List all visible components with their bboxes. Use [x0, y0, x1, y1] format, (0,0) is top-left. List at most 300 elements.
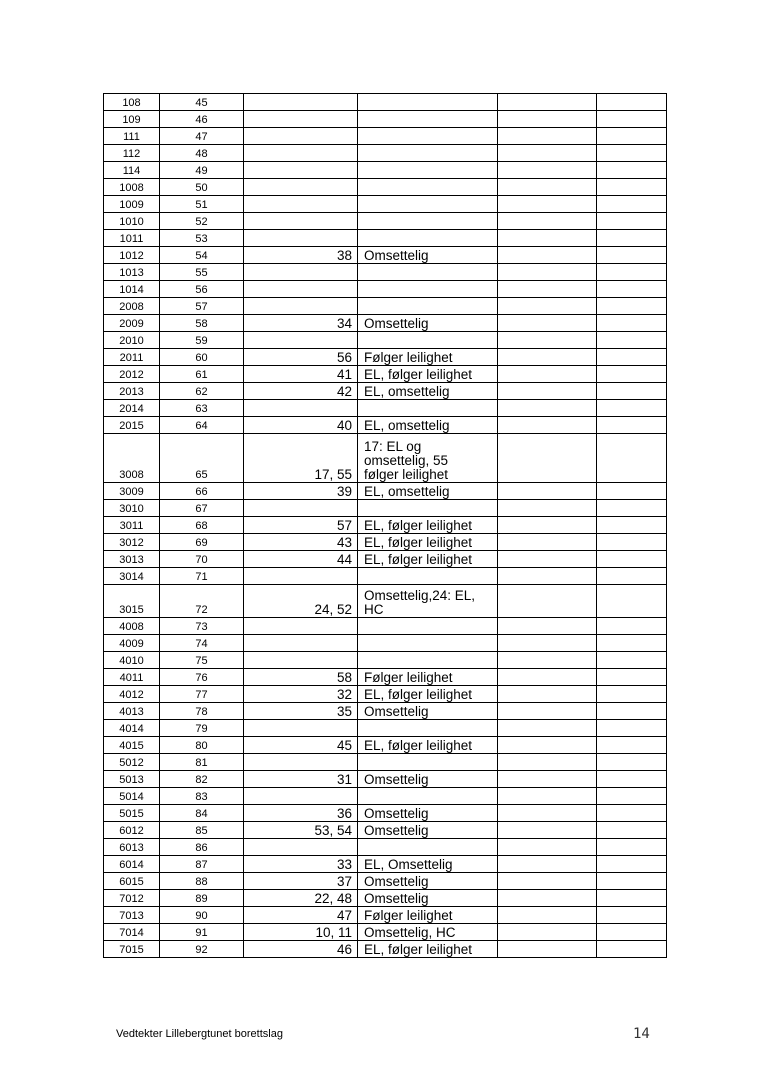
table-row	[104, 315, 667, 332]
number-cell: 45	[160, 94, 244, 111]
space-cell	[244, 196, 358, 213]
empty-cell	[597, 366, 667, 383]
note-cell	[358, 162, 498, 179]
unit-cell: 1008	[104, 179, 160, 196]
table-row	[104, 179, 667, 196]
number-cell: 86	[160, 839, 244, 856]
unit-cell: 3014	[104, 568, 160, 585]
empty-cell	[597, 890, 667, 907]
space-cell	[244, 720, 358, 737]
empty-cell	[597, 230, 667, 247]
space-cell: 40	[244, 417, 358, 434]
empty-cell	[597, 754, 667, 771]
empty-cell	[498, 585, 597, 618]
space-cell: 57	[244, 517, 358, 534]
empty-cell	[498, 686, 597, 703]
unit-cell: 3013	[104, 551, 160, 568]
number-cell: 90	[160, 907, 244, 924]
empty-cell	[597, 551, 667, 568]
empty-cell	[498, 669, 597, 686]
table-row	[104, 856, 667, 873]
note-cell	[358, 196, 498, 213]
empty-cell	[597, 517, 667, 534]
empty-cell	[597, 315, 667, 332]
unit-cell: 2013	[104, 383, 160, 400]
table-row	[104, 483, 667, 500]
space-cell: 47	[244, 907, 358, 924]
table-row	[104, 383, 667, 400]
unit-cell: 4008	[104, 618, 160, 635]
empty-cell	[498, 349, 597, 366]
note-cell	[358, 652, 498, 669]
number-cell: 73	[160, 618, 244, 635]
number-cell: 46	[160, 111, 244, 128]
note-cell: EL, følger leilighet	[358, 551, 498, 568]
table-row	[104, 500, 667, 517]
space-cell: 44	[244, 551, 358, 568]
number-cell: 56	[160, 281, 244, 298]
unit-cell: 4009	[104, 635, 160, 652]
unit-cell: 3012	[104, 534, 160, 551]
empty-cell	[498, 247, 597, 264]
unit-cell: 7013	[104, 907, 160, 924]
space-cell: 58	[244, 669, 358, 686]
note-cell	[358, 720, 498, 737]
number-cell: 58	[160, 315, 244, 332]
unit-cell: 2012	[104, 366, 160, 383]
space-cell: 10, 11	[244, 924, 358, 941]
empty-cell	[597, 805, 667, 822]
number-cell: 68	[160, 517, 244, 534]
note-cell	[358, 618, 498, 635]
empty-cell	[498, 517, 597, 534]
empty-cell	[597, 434, 667, 483]
table-row	[104, 111, 667, 128]
unit-cell: 3010	[104, 500, 160, 517]
empty-cell	[597, 703, 667, 720]
table-row	[104, 568, 667, 585]
note-cell	[358, 568, 498, 585]
space-cell	[244, 230, 358, 247]
table-row	[104, 720, 667, 737]
table-row	[104, 417, 667, 434]
space-cell: 46	[244, 941, 358, 958]
unit-cell: 1011	[104, 230, 160, 247]
table-row	[104, 196, 667, 213]
empty-cell	[498, 822, 597, 839]
number-cell: 76	[160, 669, 244, 686]
note-cell	[358, 635, 498, 652]
table-row	[104, 822, 667, 839]
empty-cell	[498, 366, 597, 383]
note-cell: EL, følger leilighet	[358, 737, 498, 754]
table-row	[104, 534, 667, 551]
empty-cell	[498, 635, 597, 652]
empty-cell	[498, 652, 597, 669]
note-cell	[358, 111, 498, 128]
note-cell	[358, 281, 498, 298]
empty-cell	[597, 720, 667, 737]
number-cell: 65	[160, 434, 244, 483]
empty-cell	[597, 128, 667, 145]
note-cell: Omsettelig	[358, 247, 498, 264]
table-row	[104, 332, 667, 349]
table-row	[104, 264, 667, 281]
space-cell: 24, 52	[244, 585, 358, 618]
number-cell: 64	[160, 417, 244, 434]
unit-cell: 2010	[104, 332, 160, 349]
unit-cell: 1013	[104, 264, 160, 281]
number-cell: 70	[160, 551, 244, 568]
note-cell	[358, 94, 498, 111]
table-row	[104, 281, 667, 298]
unit-cell: 6012	[104, 822, 160, 839]
unit-cell: 6014	[104, 856, 160, 873]
number-cell: 55	[160, 264, 244, 281]
number-cell: 52	[160, 213, 244, 230]
table-row	[104, 434, 667, 483]
unit-cell: 3008	[104, 434, 160, 483]
table-row	[104, 907, 667, 924]
empty-cell	[597, 213, 667, 230]
number-cell: 66	[160, 483, 244, 500]
empty-cell	[498, 383, 597, 400]
empty-cell	[498, 213, 597, 230]
note-cell: 17: EL og omsettelig, 55 følger leilighet	[358, 434, 498, 483]
space-cell: 43	[244, 534, 358, 551]
unit-cell: 2009	[104, 315, 160, 332]
empty-cell	[498, 417, 597, 434]
empty-cell	[498, 534, 597, 551]
table-row	[104, 669, 667, 686]
table-row	[104, 247, 667, 264]
empty-cell	[597, 652, 667, 669]
table-row	[104, 737, 667, 754]
space-cell: 31	[244, 771, 358, 788]
empty-cell	[498, 434, 597, 483]
number-cell: 77	[160, 686, 244, 703]
empty-cell	[498, 856, 597, 873]
unit-cell: 1009	[104, 196, 160, 213]
empty-cell	[498, 315, 597, 332]
note-cell	[358, 213, 498, 230]
note-cell	[358, 298, 498, 315]
note-cell: Omsettelig	[358, 822, 498, 839]
empty-cell	[597, 568, 667, 585]
empty-cell	[498, 400, 597, 417]
unit-cell: 111	[104, 128, 160, 145]
number-cell: 59	[160, 332, 244, 349]
empty-cell	[498, 264, 597, 281]
note-cell	[358, 788, 498, 805]
table-row	[104, 213, 667, 230]
empty-cell	[597, 179, 667, 196]
note-cell: EL, følger leilighet	[358, 941, 498, 958]
note-cell: EL, omsettelig	[358, 483, 498, 500]
number-cell: 80	[160, 737, 244, 754]
note-cell: Følger leilighet	[358, 907, 498, 924]
space-cell	[244, 652, 358, 669]
empty-cell	[597, 298, 667, 315]
empty-cell	[498, 890, 597, 907]
space-cell: 56	[244, 349, 358, 366]
empty-cell	[597, 196, 667, 213]
number-cell: 82	[160, 771, 244, 788]
note-cell	[358, 128, 498, 145]
empty-cell	[498, 805, 597, 822]
empty-cell	[498, 907, 597, 924]
parking-table	[103, 93, 667, 958]
empty-cell	[498, 94, 597, 111]
table-row	[104, 618, 667, 635]
table-row	[104, 788, 667, 805]
number-cell: 57	[160, 298, 244, 315]
space-cell: 39	[244, 483, 358, 500]
space-cell	[244, 635, 358, 652]
empty-cell	[597, 264, 667, 281]
space-cell	[244, 400, 358, 417]
space-cell: 35	[244, 703, 358, 720]
empty-cell	[597, 941, 667, 958]
note-cell: Omsettelig,24: EL, HC	[358, 585, 498, 618]
space-cell	[244, 162, 358, 179]
empty-cell	[498, 483, 597, 500]
table-row	[104, 230, 667, 247]
note-cell: EL, omsettelig	[358, 417, 498, 434]
note-cell	[358, 400, 498, 417]
note-cell: Følger leilighet	[358, 349, 498, 366]
space-cell	[244, 788, 358, 805]
table-row	[104, 839, 667, 856]
empty-cell	[498, 737, 597, 754]
empty-cell	[498, 230, 597, 247]
unit-cell: 3015	[104, 585, 160, 618]
number-cell: 53	[160, 230, 244, 247]
space-cell: 37	[244, 873, 358, 890]
table-row	[104, 145, 667, 162]
empty-cell	[597, 247, 667, 264]
empty-cell	[597, 686, 667, 703]
note-cell: Omsettelig	[358, 315, 498, 332]
unit-cell: 4013	[104, 703, 160, 720]
unit-cell: 2014	[104, 400, 160, 417]
note-cell	[358, 230, 498, 247]
empty-cell	[597, 856, 667, 873]
empty-cell	[498, 162, 597, 179]
space-cell: 36	[244, 805, 358, 822]
empty-cell	[498, 720, 597, 737]
space-cell	[244, 618, 358, 635]
empty-cell	[597, 737, 667, 754]
empty-cell	[597, 822, 667, 839]
empty-cell	[597, 771, 667, 788]
number-cell: 88	[160, 873, 244, 890]
space-cell: 45	[244, 737, 358, 754]
empty-cell	[498, 128, 597, 145]
table-row	[104, 754, 667, 771]
note-cell	[358, 145, 498, 162]
space-cell	[244, 264, 358, 281]
space-cell: 34	[244, 315, 358, 332]
note-cell: Følger leilighet	[358, 669, 498, 686]
table-row	[104, 298, 667, 315]
table-row	[104, 635, 667, 652]
note-cell: EL, følger leilighet	[358, 517, 498, 534]
unit-cell: 6015	[104, 873, 160, 890]
number-cell: 63	[160, 400, 244, 417]
unit-cell: 4014	[104, 720, 160, 737]
unit-cell: 108	[104, 94, 160, 111]
empty-cell	[597, 839, 667, 856]
empty-cell	[498, 873, 597, 890]
note-cell: Omsettelig	[358, 703, 498, 720]
empty-cell	[498, 281, 597, 298]
table-row	[104, 517, 667, 534]
number-cell: 61	[160, 366, 244, 383]
empty-cell	[597, 585, 667, 618]
unit-cell: 4011	[104, 669, 160, 686]
unit-cell: 7015	[104, 941, 160, 958]
number-cell: 69	[160, 534, 244, 551]
empty-cell	[597, 162, 667, 179]
empty-cell	[597, 383, 667, 400]
empty-cell	[597, 924, 667, 941]
empty-cell	[597, 500, 667, 517]
number-cell: 60	[160, 349, 244, 366]
space-cell	[244, 128, 358, 145]
note-cell	[358, 500, 498, 517]
space-cell	[244, 94, 358, 111]
empty-cell	[498, 196, 597, 213]
empty-cell	[597, 111, 667, 128]
number-cell: 62	[160, 383, 244, 400]
number-cell: 67	[160, 500, 244, 517]
unit-cell: 114	[104, 162, 160, 179]
empty-cell	[498, 332, 597, 349]
unit-cell: 7014	[104, 924, 160, 941]
note-cell: EL, følger leilighet	[358, 686, 498, 703]
table-row	[104, 400, 667, 417]
table-row	[104, 128, 667, 145]
space-cell	[244, 213, 358, 230]
empty-cell	[597, 281, 667, 298]
empty-cell	[498, 179, 597, 196]
table-row	[104, 162, 667, 179]
number-cell: 83	[160, 788, 244, 805]
empty-cell	[597, 94, 667, 111]
unit-cell: 5014	[104, 788, 160, 805]
empty-cell	[597, 635, 667, 652]
number-cell: 50	[160, 179, 244, 196]
unit-cell: 6013	[104, 839, 160, 856]
space-cell: 22, 48	[244, 890, 358, 907]
empty-cell	[498, 618, 597, 635]
empty-cell	[597, 417, 667, 434]
note-cell: Omsettelig	[358, 873, 498, 890]
space-cell	[244, 145, 358, 162]
space-cell	[244, 332, 358, 349]
number-cell: 91	[160, 924, 244, 941]
number-cell: 71	[160, 568, 244, 585]
unit-cell: 4010	[104, 652, 160, 669]
number-cell: 92	[160, 941, 244, 958]
empty-cell	[498, 924, 597, 941]
empty-cell	[597, 332, 667, 349]
unit-cell: 1010	[104, 213, 160, 230]
empty-cell	[597, 145, 667, 162]
space-cell: 53, 54	[244, 822, 358, 839]
number-cell: 72	[160, 585, 244, 618]
empty-cell	[498, 754, 597, 771]
unit-cell: 2015	[104, 417, 160, 434]
empty-cell	[498, 771, 597, 788]
number-cell: 51	[160, 196, 244, 213]
unit-cell: 5012	[104, 754, 160, 771]
note-cell: EL, følger leilighet	[358, 366, 498, 383]
table-row	[104, 924, 667, 941]
unit-cell: 112	[104, 145, 160, 162]
table-row	[104, 771, 667, 788]
unit-cell: 4012	[104, 686, 160, 703]
space-cell	[244, 298, 358, 315]
table-body	[104, 94, 667, 958]
number-cell: 84	[160, 805, 244, 822]
note-cell: EL, omsettelig	[358, 383, 498, 400]
number-cell: 54	[160, 247, 244, 264]
number-cell: 48	[160, 145, 244, 162]
unit-cell: 3009	[104, 483, 160, 500]
note-cell: Omsettelig	[358, 890, 498, 907]
table-row	[104, 349, 667, 366]
space-cell: 32	[244, 686, 358, 703]
empty-cell	[597, 349, 667, 366]
empty-cell	[597, 534, 667, 551]
number-cell: 79	[160, 720, 244, 737]
note-cell	[358, 754, 498, 771]
space-cell: 33	[244, 856, 358, 873]
empty-cell	[597, 788, 667, 805]
space-cell	[244, 281, 358, 298]
number-cell: 74	[160, 635, 244, 652]
empty-cell	[498, 298, 597, 315]
unit-cell: 2011	[104, 349, 160, 366]
number-cell: 75	[160, 652, 244, 669]
table-row	[104, 585, 667, 618]
table-row	[104, 873, 667, 890]
unit-cell: 3011	[104, 517, 160, 534]
unit-cell: 4015	[104, 737, 160, 754]
empty-cell	[498, 703, 597, 720]
number-cell: 81	[160, 754, 244, 771]
unit-cell: 5015	[104, 805, 160, 822]
note-cell: EL, følger leilighet	[358, 534, 498, 551]
table-row	[104, 941, 667, 958]
empty-cell	[498, 941, 597, 958]
unit-cell: 5013	[104, 771, 160, 788]
table-row	[104, 686, 667, 703]
note-cell: Omsettelig	[358, 805, 498, 822]
note-cell	[358, 332, 498, 349]
table-row	[104, 805, 667, 822]
empty-cell	[597, 483, 667, 500]
empty-cell	[498, 839, 597, 856]
page-number: 14	[633, 1026, 650, 1042]
footer-title: Vedtekter Lillebergtunet borettslag	[116, 1028, 283, 1040]
empty-cell	[498, 145, 597, 162]
space-cell: 42	[244, 383, 358, 400]
table-row	[104, 366, 667, 383]
empty-cell	[498, 111, 597, 128]
